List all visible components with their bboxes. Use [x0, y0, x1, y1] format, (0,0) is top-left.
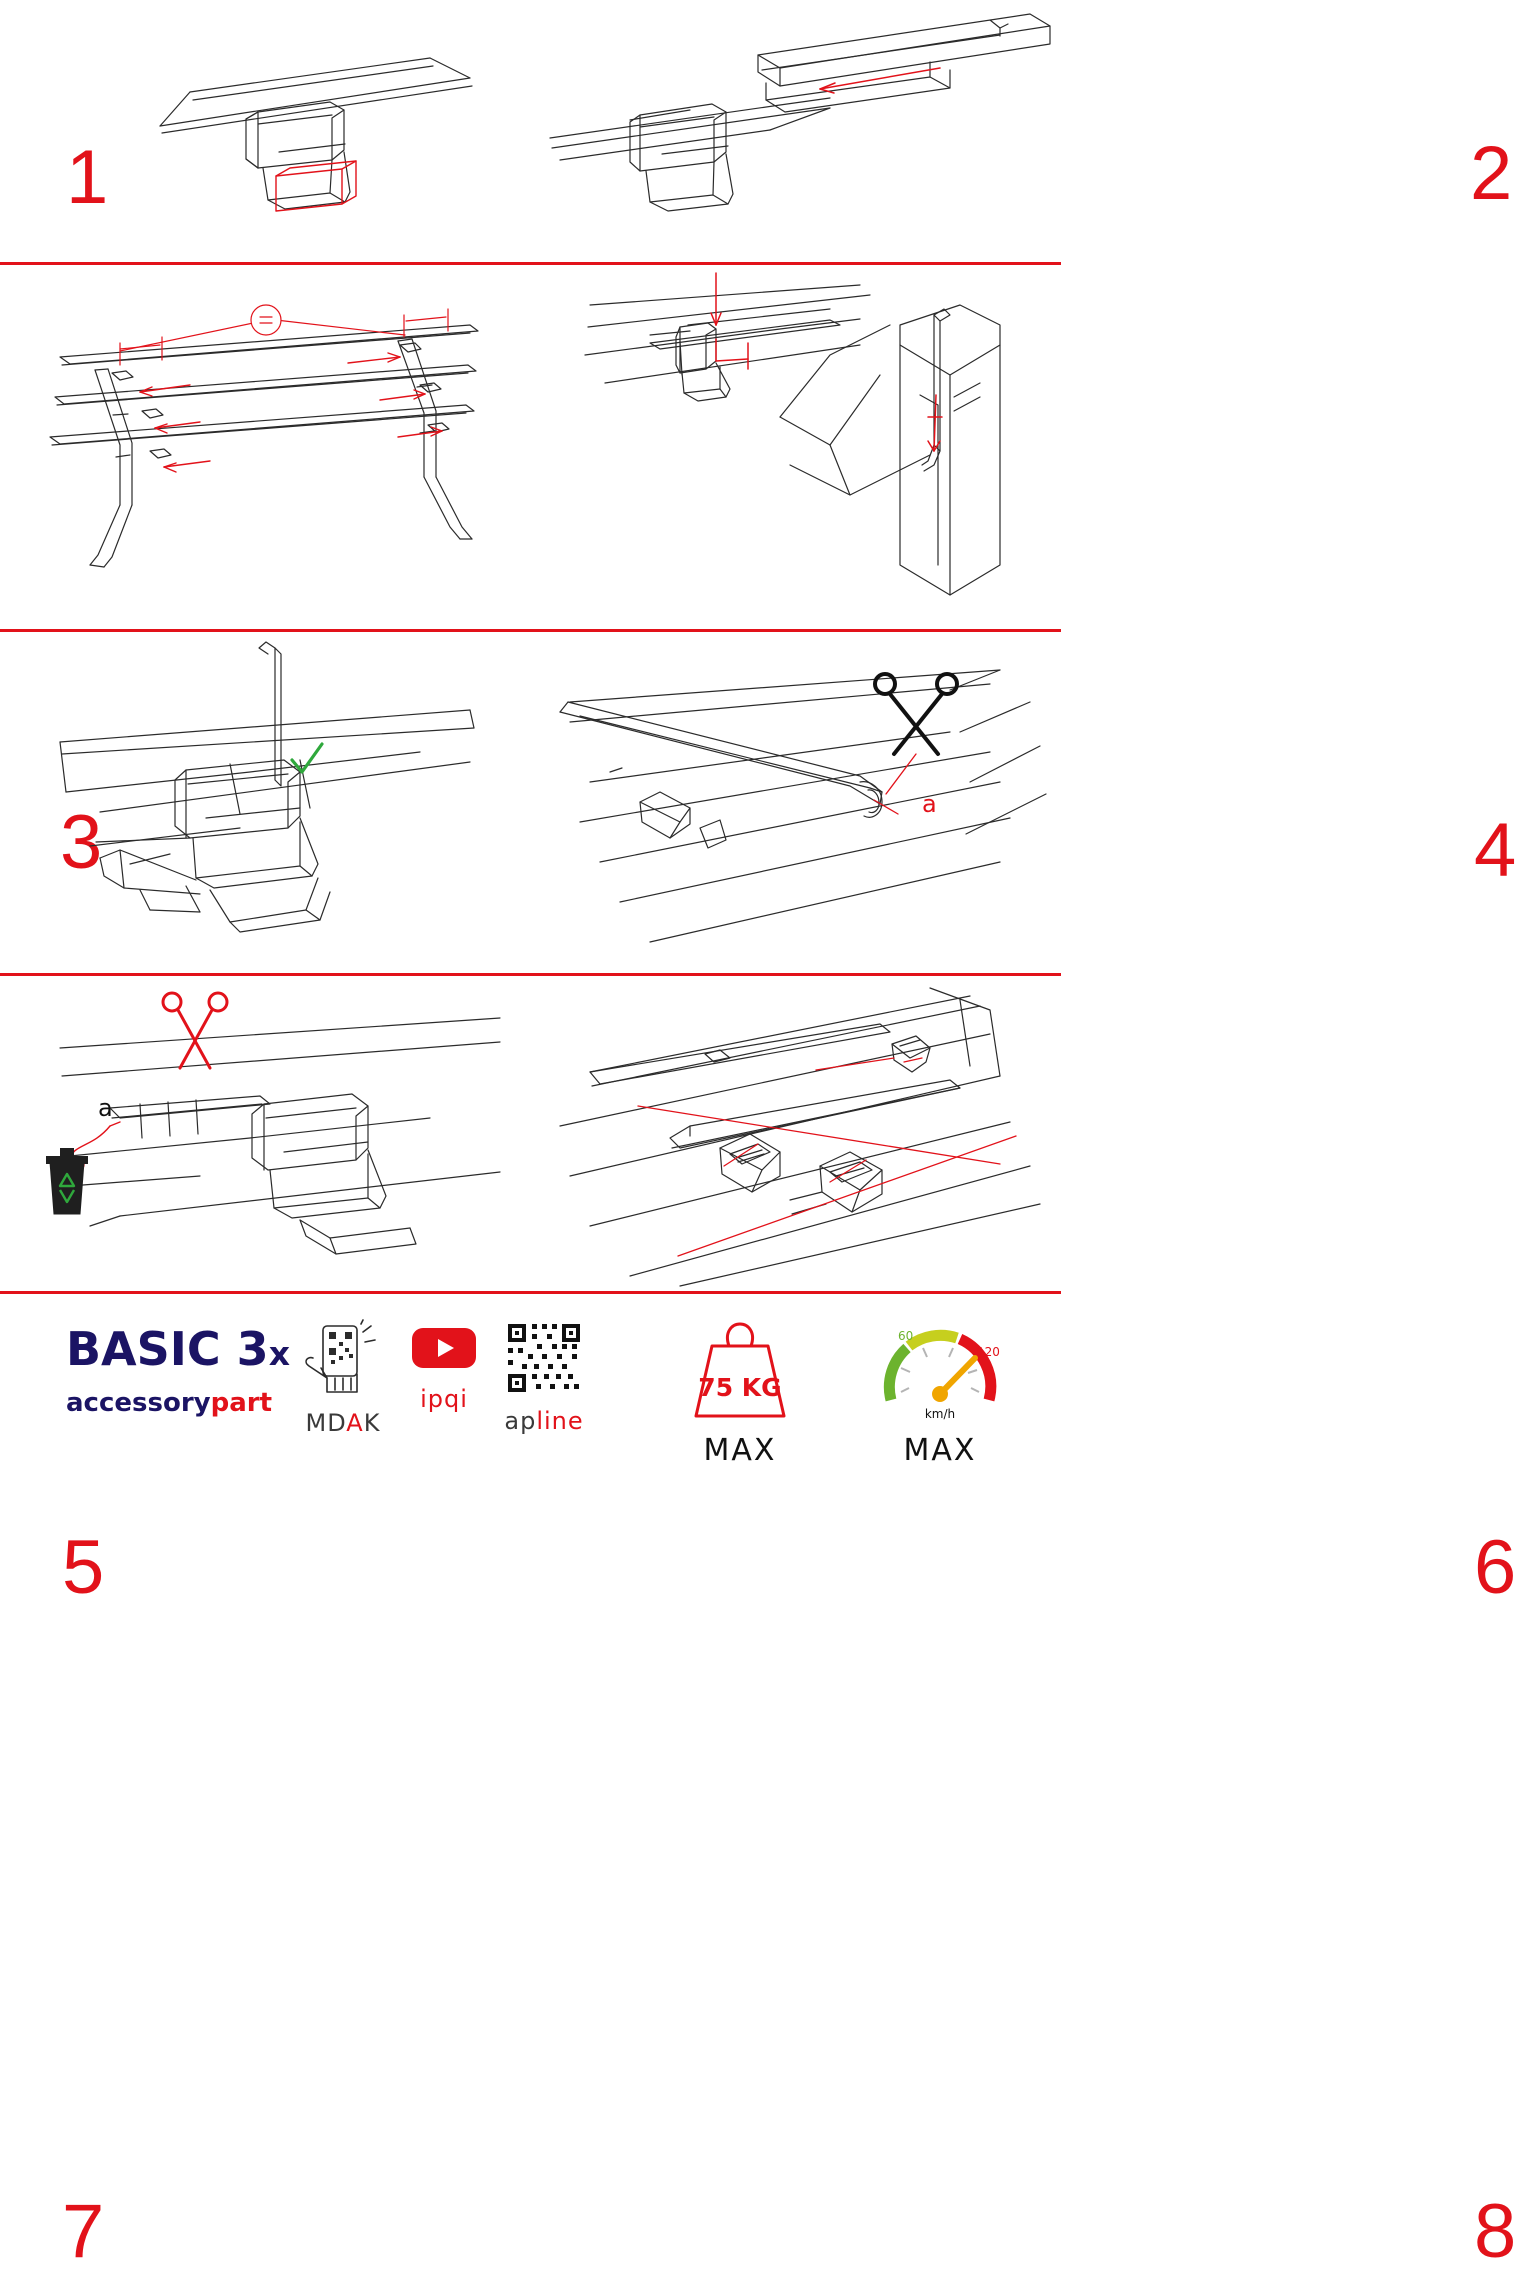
youtube-icon — [410, 1322, 478, 1372]
step-number-1: 1 — [66, 135, 108, 220]
apline-caption-b: line — [536, 1407, 584, 1435]
step-3-illustration — [0, 265, 530, 629]
max-speed-label: MAX — [903, 1433, 977, 1468]
step-number-7: 7 — [62, 2189, 104, 2274]
step-8-illustration — [530, 976, 1061, 1291]
step-number-5: 5 — [62, 1525, 104, 1610]
speed-tick-max: 120 — [977, 1345, 1000, 1359]
step-number-4: 4 — [1474, 808, 1515, 893]
step-4-panel — [530, 265, 1515, 893]
speed-tick-min: 60 — [898, 1329, 914, 1343]
max-speed-block — [850, 1312, 1030, 1468]
footer — [0, 1294, 1061, 1500]
ipqi-caption: ipqi — [420, 1385, 468, 1413]
step-number-3: 3 — [60, 800, 102, 885]
step-2-illustration — [530, 0, 1061, 262]
max-load-label: MAX — [703, 1433, 777, 1468]
step-6-illustration — [530, 632, 1061, 973]
step-7-illustration — [0, 976, 530, 1291]
product-name — [66, 1322, 290, 1376]
step-number-8: 8 — [1474, 2189, 1515, 2274]
weight-icon — [672, 1318, 808, 1424]
company-name-second: part — [210, 1388, 273, 1418]
product-name-text: BASIC 3 — [66, 1322, 269, 1376]
speed-unit: km/h — [924, 1407, 956, 1421]
qr-code-icon — [506, 1322, 582, 1394]
step-number-6: 6 — [1474, 1525, 1515, 1610]
speedometer-icon — [865, 1312, 1015, 1424]
step-1-panel — [0, 0, 530, 262]
step-number-2: 2 — [1470, 131, 1512, 216]
max-load-block — [660, 1318, 820, 1468]
max-load-value: 75 KG — [698, 1373, 782, 1402]
step-band-1 — [0, 0, 1512, 262]
product-name-suffix: x — [268, 1334, 290, 1373]
svg-text:a: a — [98, 1094, 113, 1122]
step-2-panel — [530, 0, 1512, 262]
svg-text:a: a — [922, 790, 937, 818]
company-name — [66, 1390, 286, 1416]
mdak-caption — [288, 1409, 398, 1437]
mdak-caption-c: K — [363, 1409, 381, 1437]
company-name-first: accessory — [66, 1388, 211, 1418]
apline-logo-block[interactable] — [478, 1322, 610, 1435]
brand-block — [66, 1322, 290, 1418]
hand-phone-qr-icon — [301, 1322, 385, 1396]
mdak-caption-a: MD — [305, 1409, 347, 1437]
step-5-illustration — [0, 632, 530, 973]
step-band-2 — [0, 265, 1515, 893]
apline-caption-a: ap — [504, 1407, 537, 1435]
mdak-caption-b: A — [346, 1409, 364, 1437]
step-3-panel — [0, 265, 530, 885]
step-4-illustration — [530, 265, 1061, 629]
apline-caption — [478, 1407, 610, 1435]
mdak-logo-block[interactable] — [288, 1322, 398, 1437]
step-1-illustration — [0, 0, 530, 262]
